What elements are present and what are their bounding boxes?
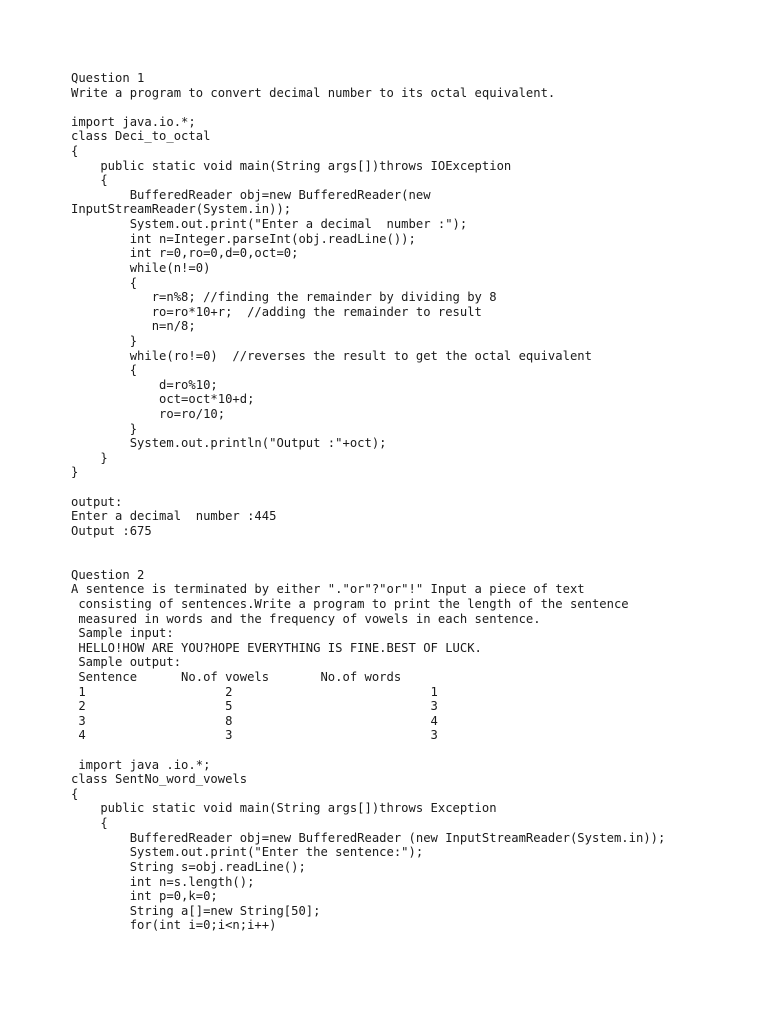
text-line: Sample input:	[71, 626, 174, 641]
document-page	[71, 71, 665, 933]
text-line: {	[71, 275, 138, 290]
text-line: }	[71, 333, 138, 348]
text-line: 2 5 3	[71, 699, 438, 714]
text-line: import java.io.*;	[71, 114, 196, 129]
text-line: }	[71, 450, 108, 465]
text-line: class SentNo_word_vowels	[71, 772, 248, 787]
text-line: {	[71, 786, 79, 801]
text-line	[71, 100, 665, 115]
text-line: int n=Integer.parseInt(obj.readLine());	[71, 231, 416, 246]
text-line: int p=0,k=0;	[71, 889, 218, 904]
text-line: int n=s.length();	[71, 874, 255, 889]
text-line: Question 2	[71, 567, 145, 582]
text-line	[71, 553, 665, 568]
text-line: }	[71, 421, 138, 436]
text-line	[71, 480, 665, 495]
text-line: consisting of sentences.Write a program to print the length of the sentence	[71, 596, 629, 611]
text-line: Output :675	[71, 523, 152, 538]
text-line: Enter a decimal number :445	[71, 509, 277, 524]
text-line: 4 3 3	[71, 728, 438, 743]
text-line: {	[71, 144, 79, 159]
text-line: Write a program to convert decimal number to its octal equivalent.	[71, 85, 556, 100]
text-line: ro=ro/10;	[71, 407, 226, 422]
text-line: String s=obj.readLine();	[71, 859, 306, 874]
text-line: r=n%8; //finding the remainder by dividing by 8	[71, 290, 497, 305]
text-line: while(ro!=0) //reverses the result to get the octal equivalent	[71, 348, 592, 363]
text-line: Question 1	[71, 71, 145, 85]
text-line: BufferedReader obj=new BufferedReader (new InputStreamReader(System.in));	[71, 830, 666, 845]
text-line: ro=ro*10+r; //adding the remainder to result	[71, 304, 482, 319]
text-line: oct=oct*10+d;	[71, 392, 255, 407]
text-line: int r=0,ro=0,d=0,oct=0;	[71, 246, 299, 261]
text-line: {	[71, 816, 108, 831]
text-line	[71, 743, 665, 758]
text-line: for(int i=0;i<n;i++)	[71, 918, 277, 933]
text-line: import java .io.*;	[71, 757, 211, 772]
text-line: 1 2 1	[71, 684, 438, 699]
text-line: A sentence is terminated by either "."or"?"or"!" Input a piece of text	[71, 582, 585, 597]
text-line: }	[71, 465, 79, 480]
text-line: InputStreamReader(System.in));	[71, 202, 292, 217]
text-line	[71, 539, 665, 554]
text-line: {	[71, 173, 108, 188]
text-line: output:	[71, 494, 123, 509]
text-line: Sentence No.of vowels No.of words	[71, 669, 402, 684]
text-line: measured in words and the frequency of vowels in each sentence.	[71, 611, 541, 626]
text-line: {	[71, 363, 138, 378]
text-line: 3 8 4	[71, 713, 438, 728]
text-line: public static void main(String args[])throws IOException	[71, 158, 512, 173]
text-line: n=n/8;	[71, 319, 196, 334]
text-line: d=ro%10;	[71, 377, 218, 392]
text-line: Sample output:	[71, 655, 182, 670]
text-line: System.out.println("Output :"+oct);	[71, 436, 387, 451]
text-line: public static void main(String args[])throws Exception	[71, 801, 497, 816]
text-line: System.out.print("Enter a decimal number :");	[71, 217, 468, 232]
text-line: String a[]=new String[50];	[71, 903, 321, 918]
text-line: BufferedReader obj=new BufferedReader(new	[71, 187, 431, 202]
text-line: System.out.print("Enter the sentence:");	[71, 845, 424, 860]
text-line: class Deci_to_octal	[71, 129, 211, 144]
text-line: while(n!=0)	[71, 260, 211, 275]
text-line: HELLO!HOW ARE YOU?HOPE EVERYTHING IS FINE.BEST OF LUCK.	[71, 640, 482, 655]
